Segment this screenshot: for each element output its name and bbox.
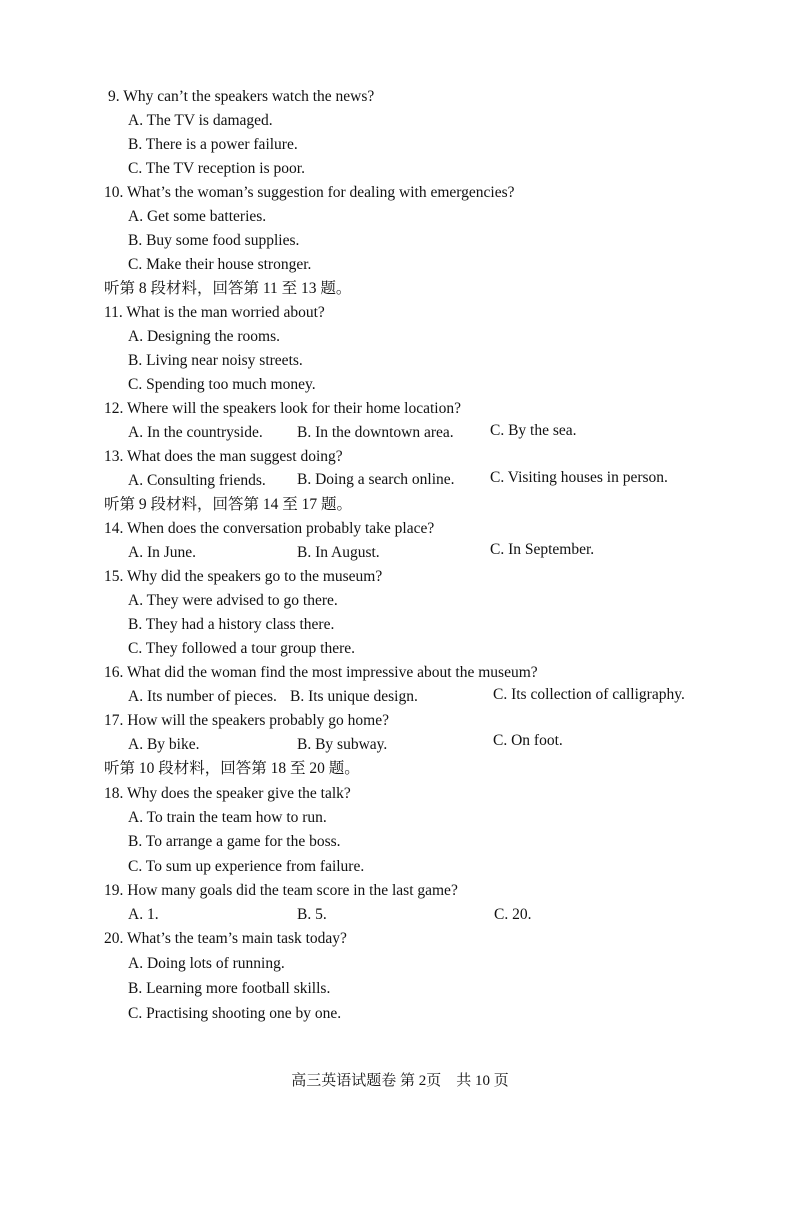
option-14b: B. In August.	[297, 544, 380, 561]
option-15b: B. They had a history class there.	[128, 616, 335, 633]
option-20c: C. Practising shooting one by one.	[128, 1005, 342, 1022]
option-12c: C. By the sea.	[490, 422, 577, 439]
section-8-instruction: 听第 8 段材料，回答第 11 至 13 题。	[104, 280, 352, 297]
option-12a: A. In the countryside.	[128, 424, 263, 441]
option-20b: B. Learning more football skills.	[128, 980, 331, 997]
option-18c: C. To sum up experience from failure.	[128, 858, 365, 875]
option-18a: A. To train the team how to run.	[128, 809, 327, 826]
question-16: 16. What did the woman find the most impressive about the museum?	[104, 664, 538, 681]
question-12: 12. Where will the speakers look for their home location?	[104, 400, 461, 417]
question-17: 17. How will the speakers probably go home?	[104, 712, 389, 729]
option-9a: A. The TV is damaged.	[128, 112, 273, 129]
option-18b: B. To arrange a game for the boss.	[128, 833, 341, 850]
option-14a: A. In June.	[128, 544, 197, 561]
option-19a: A. 1.	[128, 906, 159, 923]
option-13c: C. Visiting houses in person.	[490, 469, 668, 486]
option-11b: B. Living near noisy streets.	[128, 352, 303, 369]
option-16c: C. Its collection of calligraphy.	[493, 686, 685, 703]
option-13a: A. Consulting friends.	[128, 472, 266, 489]
option-15a: A. They were advised to go there.	[128, 592, 338, 609]
option-17b: B. By subway.	[297, 736, 388, 753]
option-16b: B. Its unique design.	[290, 688, 418, 705]
option-10b: B. Buy some food supplies.	[128, 232, 300, 249]
option-10a: A. Get some batteries.	[128, 208, 267, 225]
question-20: 20. What’s the team’s main task today?	[104, 930, 347, 947]
option-17a: A. By bike.	[128, 736, 200, 753]
option-9b: B. There is a power failure.	[128, 136, 298, 153]
question-15: 15. Why did the speakers go to the museum?	[104, 568, 383, 585]
question-19: 19. How many goals did the team score in the last game?	[104, 882, 458, 899]
question-18: 18. Why does the speaker give the talk?	[104, 785, 351, 802]
section-10-instruction: 听第 10 段材料，回答第 18 至 20 题。	[104, 760, 360, 777]
question-9: 9. Why can’t the speakers watch the news?	[108, 88, 375, 105]
option-17c: C. On foot.	[493, 732, 563, 749]
question-10: 10. What’s the woman’s suggestion for dealing with emergencies?	[104, 184, 515, 201]
option-16a: A. Its number of pieces.	[128, 688, 277, 705]
question-13: 13. What does the man suggest doing?	[104, 448, 343, 465]
option-10c: C. Make their house stronger.	[128, 256, 312, 273]
option-15c: C. They followed a tour group there.	[128, 640, 355, 657]
question-11: 11. What is the man worried about?	[104, 304, 325, 321]
option-19c: C. 20.	[494, 906, 532, 923]
option-13b: B. Doing a search online.	[297, 471, 455, 488]
page-footer: 高三英语试题卷 第 2页 共 10 页	[291, 1073, 509, 1089]
option-11c: C. Spending too much money.	[128, 376, 316, 393]
option-9c: C. The TV reception is poor.	[128, 160, 305, 177]
option-11a: A. Designing the rooms.	[128, 328, 280, 345]
option-19b: B. 5.	[297, 906, 327, 923]
option-14c: C. In September.	[490, 541, 595, 558]
question-14: 14. When does the conversation probably take place?	[104, 520, 435, 537]
section-9-instruction: 听第 9 段材料，回答第 14 至 17 题。	[104, 496, 353, 513]
option-20a: A. Doing lots of running.	[128, 955, 285, 972]
option-12b: B. In the downtown area.	[297, 424, 454, 441]
